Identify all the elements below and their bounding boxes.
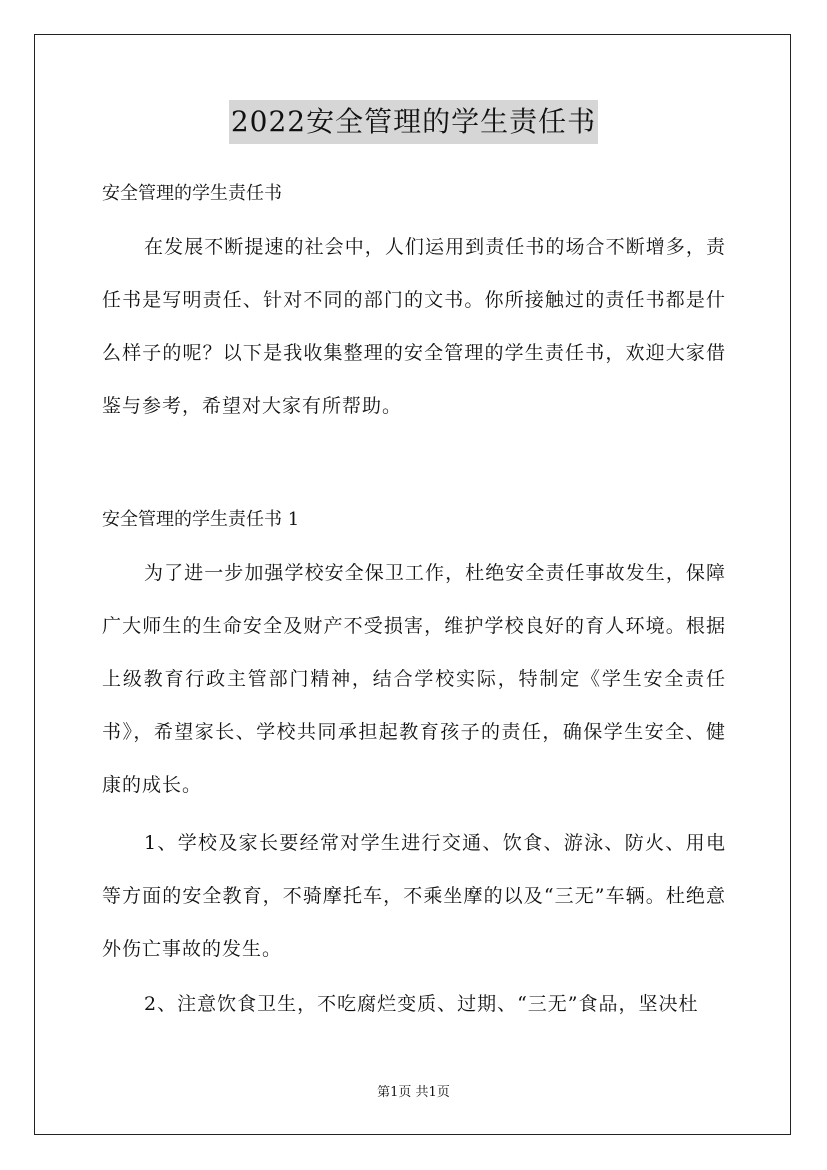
body-paragraph-3: 2、注意饮食卫生，不吃腐烂变质、过期、“三无”食品，坚决杜: [144, 993, 699, 1015]
document-title: 2022安全管理的学生责任书: [229, 100, 598, 144]
intro-paragraph: 在发展不断提速的社会中，人们运用到责任书的场合不断增多，责任书是写明责任、针对不同的部门的文书。你所接触过的责任书都是什么样子的呢？以下是我收集整理的安全管理的学生责任书，欢迎大家借鉴与参考，希望对大家有所帮助。: [102, 236, 726, 417]
page-number-label: 第1页 共1页: [377, 1085, 450, 1100]
document-subtitle: 安全管理的学生责任书: [102, 183, 282, 204]
section-heading: 安全管理的学生责任书 1: [102, 509, 300, 530]
body-paragraph-1: 为了进一步加强学校安全保卫工作，杜绝安全责任事故发生，保障广大师生的生命安全及财产不受损害，维护学校良好的育人环境。根据上级教育行政主管部门精神，结合学校实际，特制定《学生安全责任书》，希望家长、学校共同承担起教育孩子的责任，确保学生安全、健康的成长。: [102, 562, 726, 796]
page-footer: [0, 1084, 827, 1102]
body-paragraph-2: 1、学校及家长要经常对学生进行交通、饮食、游泳、防火、用电等方面的安全教育，不骑摩托车，不乘坐摩的以及“三无”车辆。杜绝意外伤亡事故的发生。: [102, 832, 726, 960]
title-container: [0, 100, 827, 144]
